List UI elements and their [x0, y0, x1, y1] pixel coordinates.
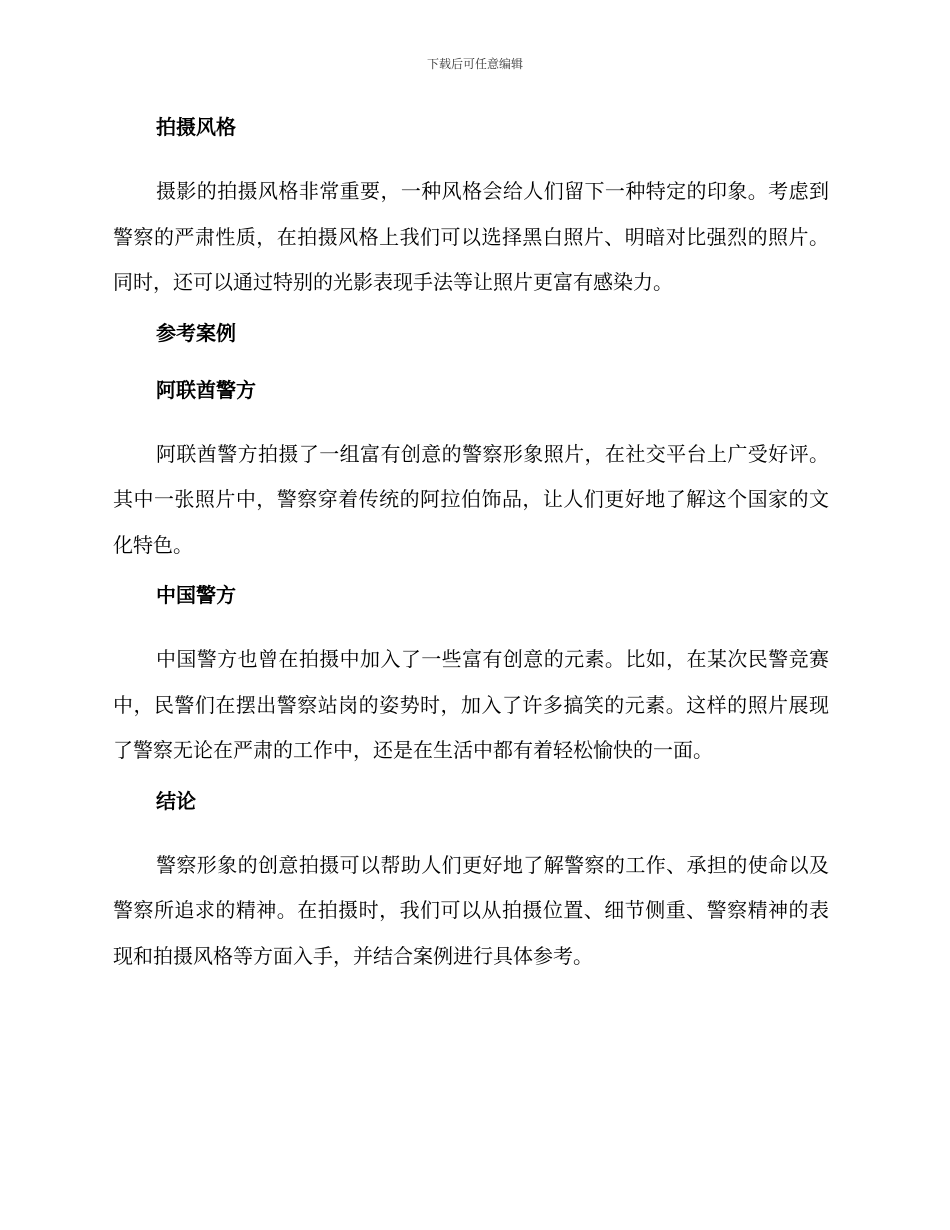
section-heading-reference-cases: 参考案例 [156, 320, 236, 345]
document-body [113, 112, 829, 991]
section-paragraph-shooting-style: 摄影的拍摄风格非常重要，一种风格会给人们留下一种特定的印象。考虑到警察的严肃性质，在拍摄风格上我们可以选择黑白照片、明暗对比强烈的照片。同时，还可以通过特别的光影表现手法等让照片更富有感染力。 [113, 179, 829, 294]
section-paragraph-china-police: 中国警方也曾在拍摄中加入了一些富有创意的元素。比如，在某次民警竞赛中，民警们在摆出警察站岗的姿势时，加入了许多搞笑的元素。这样的照片展现了警察无论在严肃的工作中，还是在生活中都有着轻松愉快的一面。 [113, 647, 829, 762]
section-heading-china-police: 中国警方 [156, 583, 236, 607]
section-heading-shooting-style: 拍摄风格 [156, 115, 236, 139]
page-header: 下载后可任意编辑 [426, 57, 523, 71]
section-paragraph-conclusion: 警察形象的创意拍摄可以帮助人们更好地了解警察的工作、承担的使命以及警察所追求的精神。在拍摄时，我们可以从拍摄位置、细节侧重、警察精神的表现和拍摄风格等方面入手，并结合案例进行具体参考。 [113, 852, 829, 968]
section-paragraph-uae-police: 阿联酋警方拍摄了一组富有创意的警察形象照片，在社交平台上广受好评。其中一张照片中，警察穿着传统的阿拉伯饰品，让人们更好地了解这个国家的文化特色。 [113, 441, 829, 557]
section-heading-uae-police: 阿联酋警方 [156, 377, 256, 402]
section-heading-conclusion: 结论 [156, 788, 196, 813]
